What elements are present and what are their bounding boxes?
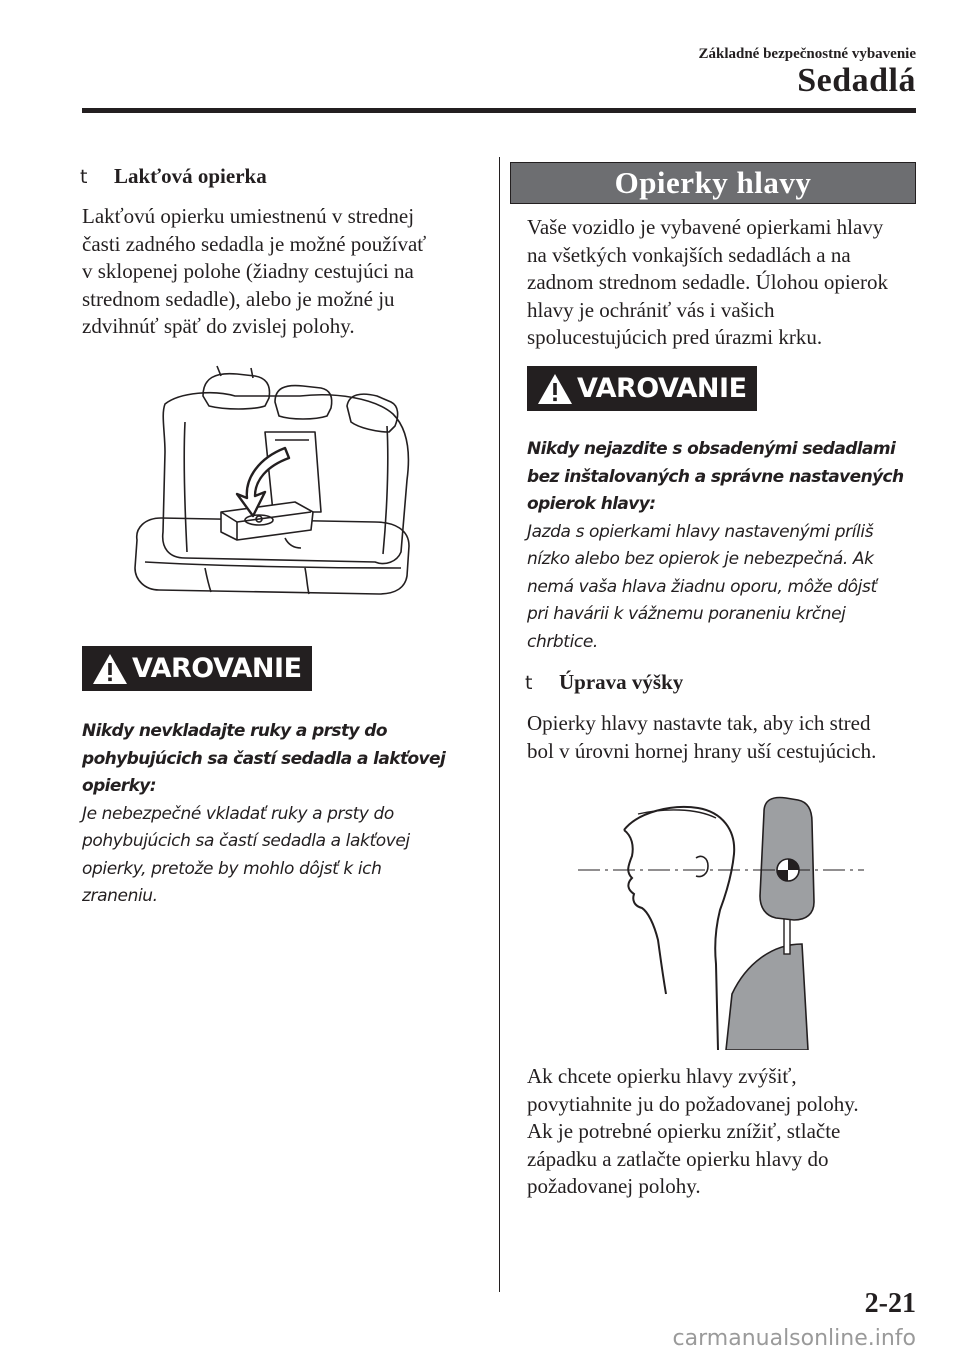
text-line: zadnom strednom sedadle. Úlohou opierok	[527, 270, 888, 294]
warning-body-line: zraneniu.	[82, 886, 158, 906]
warning-body-line: opierky, pretože by mohlo dôjsť k ich	[82, 858, 382, 879]
page-title: Sedadlá	[797, 62, 916, 99]
text-line: Ak chcete opierku hlavy zvýšiť,	[527, 1064, 797, 1088]
warning-label: VAROVANIE	[577, 373, 747, 404]
warning-triangle-icon	[90, 651, 130, 687]
column-divider	[499, 157, 500, 1292]
text-line: západku a zatlačte opierku hlavy do	[527, 1146, 829, 1171]
warning-heading-line: bez inštalovaných a správne nastavených	[527, 466, 904, 487]
warning-badge	[82, 646, 312, 691]
warning-body-line: chrbtice.	[527, 631, 598, 652]
warning-body-line: pohybujúcich sa častí sedadla a lakťovej	[82, 831, 410, 851]
text-line: Ak je potrebné opierku znížiť, stlačte	[527, 1119, 841, 1143]
text-line: Vaše vozidlo je vybavené opierkami hlavy	[527, 215, 884, 239]
height-adjust-subheading-text: Úprava výšky	[559, 670, 684, 694]
text-line: spolucestujúcich pred úrazmi krku.	[527, 325, 823, 349]
warning-heading-line: opierok hlavy:	[527, 494, 656, 514]
warning-triangle-icon	[535, 371, 575, 407]
text-line: Lakťovú opierku umiestnenú v strednej	[82, 204, 415, 228]
rear-seat-armrest-illustration	[125, 362, 415, 612]
bullet-icon: t	[80, 166, 88, 188]
headrest-position-illustration	[576, 794, 866, 1050]
warning-body-line: Je nebezpečné vkladať ruky a prsty do	[82, 803, 394, 824]
raise-lower-text	[527, 1063, 927, 1201]
text-line: požadovanej polohy.	[527, 1174, 701, 1198]
warning-badge	[527, 366, 757, 411]
height-adjust-text	[527, 710, 927, 765]
text-line: v sklopenej polohe (žiadny cestujúci na	[82, 259, 414, 283]
text-line: strednom sedadle), alebo je možné ju	[82, 286, 395, 311]
page-number: 2-21	[864, 1288, 916, 1319]
text-line: povytiahnite ju do požadovanej polohy.	[527, 1091, 859, 1116]
warning-heading-line: opierky:	[82, 776, 156, 796]
armrest-subheading-text: Lakťová opierka	[114, 164, 267, 188]
section-banner-headrests: Opierky hlavy	[510, 162, 916, 204]
armrest-subheading	[80, 164, 267, 189]
warning-label: VAROVANIE	[132, 653, 302, 684]
headrest-warning-text	[527, 436, 927, 656]
text-line: bol v úrovni hornej hrany uší cestujúcich.	[527, 738, 877, 763]
text-line: na všetkých vonkajších sedadlách a na	[527, 242, 851, 267]
armrest-description	[82, 203, 492, 341]
watermark: carmanualsonline.info	[672, 1326, 916, 1351]
armrest-warning-text	[82, 718, 492, 911]
height-adjust-subheading	[525, 670, 683, 695]
text-line: Opierky hlavy nastavte tak, aby ich stred	[527, 711, 871, 735]
warning-heading-line: Nikdy nevkladajte ruky a prsty do	[82, 721, 387, 741]
warning-heading-line: pohybujúcich sa častí sedadla a lakťovej	[82, 748, 446, 769]
text-line: časti zadného sedadla je možné používať	[82, 231, 427, 256]
bullet-icon: t	[525, 672, 533, 694]
chapter-title: Základné bezpečnostné vybavenie	[698, 46, 916, 62]
header-rule	[82, 108, 916, 113]
text-line: zdvihnúť späť do zvislej polohy.	[82, 314, 355, 338]
text-line: hlavy je ochrániť vás i vašich	[527, 297, 775, 322]
warning-body-line: nízko alebo bez opierok je nebezpečná. Ak	[527, 549, 874, 569]
warning-body-line: pri havárii k vážnemu poraneniu krčnej	[527, 604, 846, 624]
warning-body-line: Jazda s opierkami hlavy nastavenými príliš	[527, 521, 874, 542]
warning-heading-line: Nikdy nejazdite s obsadenými sedadlami	[527, 439, 896, 459]
headrest-intro	[527, 214, 927, 352]
warning-body-line: nemá vaša hlava žiadnu oporu, môže dôjsť	[527, 576, 877, 597]
